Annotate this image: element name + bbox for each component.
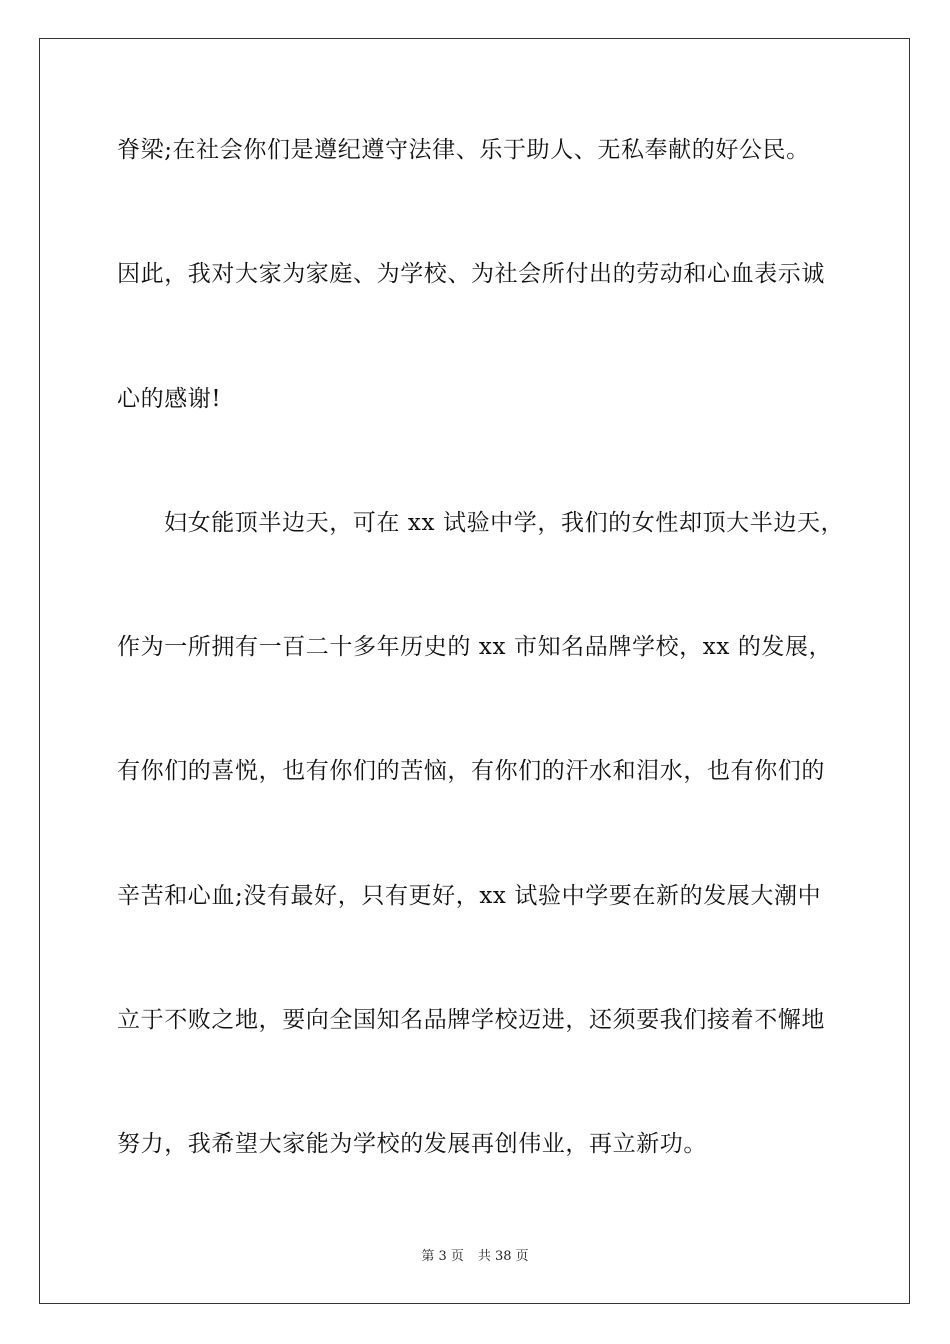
page-number: 第 3 页 <box>421 1249 464 1264</box>
paragraph-line-3: 心的感谢! <box>117 386 222 412</box>
page-footer <box>0 1249 950 1265</box>
page-border <box>39 38 910 1304</box>
paragraph-line-7: 辛苦和心血;没有最好，只有更好，xx 试验中学要在新的发展大潮中 <box>117 883 822 909</box>
paragraph-line-1: 脊梁;在社会你们是遵纪遵守法律、乐于助人、无私奉献的好公民。 <box>117 137 810 163</box>
paragraph-line-9: 努力，我希望大家能为学校的发展再创伟业，再立新功。 <box>117 1131 707 1157</box>
page-total: 共 38 页 <box>477 1249 529 1264</box>
paragraph-line-8: 立于不败之地，要向全国知名品牌学校迈进，还须要我们接着不懈地 <box>117 1007 825 1033</box>
paragraph-line-5: 作为一所拥有一百二十多年历史的 xx 市知名品牌学校，xx 的发展， <box>117 634 833 660</box>
paragraph-line-6: 有你们的喜悦，也有你们的苦恼，有你们的汗水和泪水，也有你们的 <box>117 758 825 784</box>
paragraph-line-4: 妇女能顶半边天，可在 xx 试验中学，我们的女性却顶大半边天， <box>164 510 845 536</box>
paragraph-line-2: 因此，我对大家为家庭、为学校、为社会所付出的劳动和心血表示诚 <box>117 261 825 287</box>
